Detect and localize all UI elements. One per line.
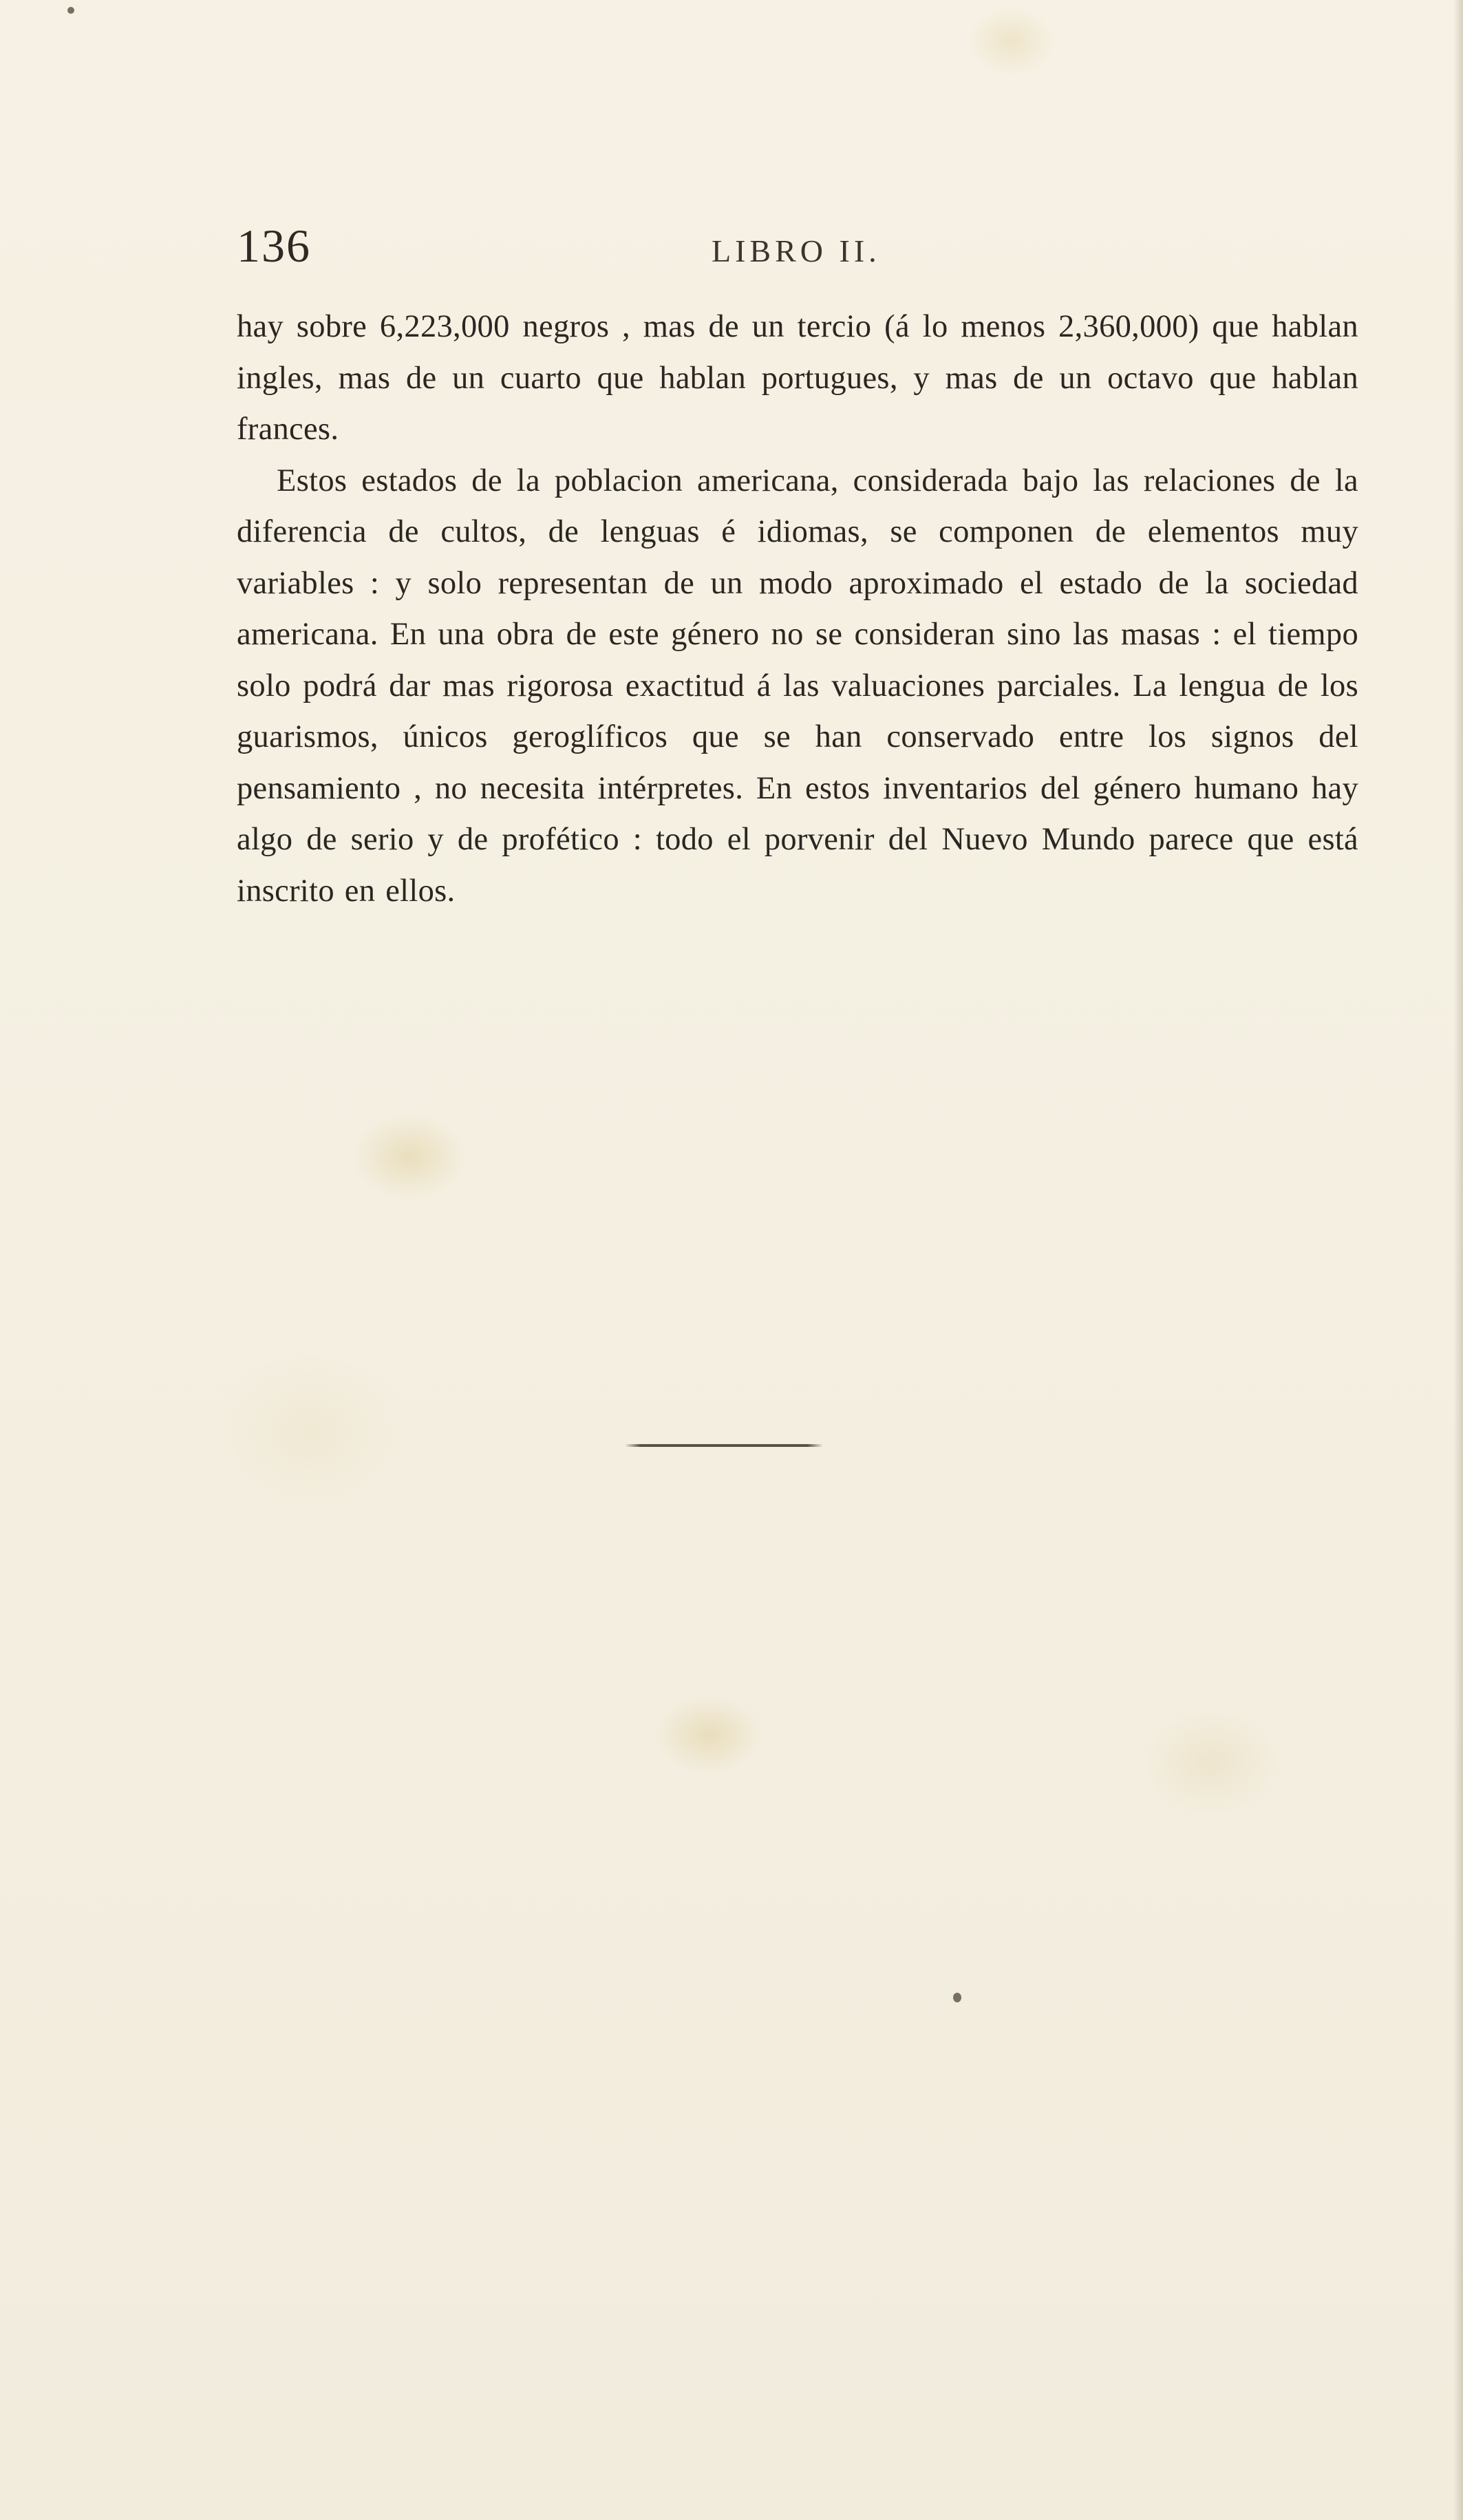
paragraph: hay sobre 6,223,000 negros , mas de un tercio (á lo menos 2,360,000) que hablan ingles, mas de un cuarto que hablan portugues, y mas de un octavo que hablan frances. (237, 309, 1358, 447)
ink-speck (67, 7, 74, 14)
page-number: 136 (237, 220, 311, 272)
ink-speck (953, 1993, 961, 2002)
paragraph: Estos estados de la poblacion americana, considerada bajo las relaciones de la diferencia de cultos, de lenguas é idiomas, se componen de elementos muy variables : y solo representan de un modo aproximado el estado de la sociedad americana. En una obra de este género no se consideran sino las masas : el tiempo solo podrá dar mas rigorosa exactitud á las valuaciones parciales. La lengua de los guarismos, únicos geroglíficos que se han conservado entre los signos del pensamiento , no necesita intérpretes. En estos inventarios del género humano hay algo de serio y de profético : todo el porvenir del Nuevo Mundo parece que está inscrito en ellos. (237, 463, 1358, 909)
page-header (237, 219, 1358, 281)
running-head: LIBRO II. (712, 233, 881, 268)
section-end-rule (625, 1444, 823, 1447)
page-edge-shadow (1453, 0, 1463, 2520)
body-text (237, 301, 1358, 917)
